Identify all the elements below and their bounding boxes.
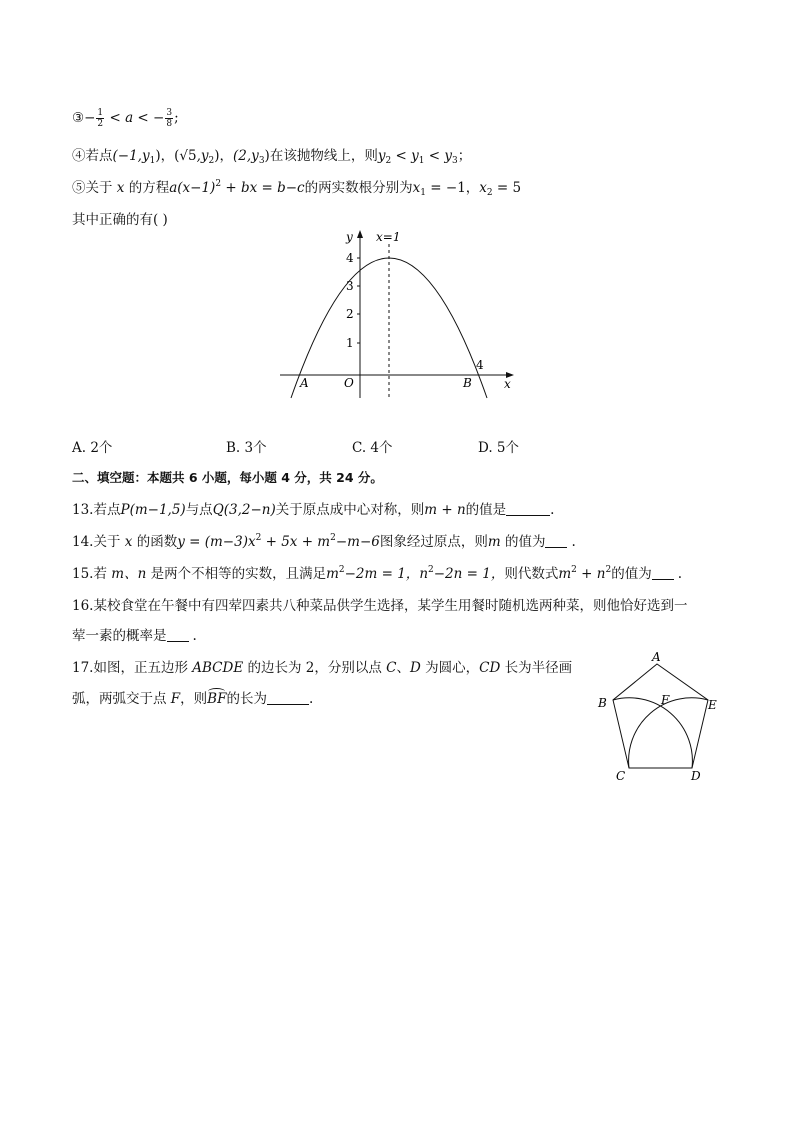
minus-sign: − [84,110,96,126]
question-text: 弧，两弧交于点 [72,691,171,707]
point-q: Q(3,2−n) [212,502,276,518]
question-text: 是两个不相等的实数，且满足 [146,566,327,582]
question-text: 若 [93,566,112,582]
answer-blank[interactable] [267,692,309,705]
option-d[interactable]: D. 5个 [478,440,520,456]
polygon-name: ABCDE [192,660,244,676]
answer-blank[interactable] [167,629,189,642]
superscript: 2 [215,179,222,189]
variable-a: a [125,110,134,126]
paren: ) [155,148,161,164]
question-15 [72,562,682,582]
period: . [550,502,555,518]
variable-m: m [487,534,501,550]
question-text: 17.如图，正五边形 [72,660,193,676]
fraction-one-half [96,108,104,129]
point-b-label: B [463,376,472,390]
question-14 [72,530,576,550]
question-text: 图象经过原点，则 [379,534,488,550]
answer-blank[interactable] [545,535,567,548]
separator: ， [160,148,175,164]
question-16-line-2 [72,624,197,644]
function-part: −m−6 [335,534,380,550]
less-than-minus: < − [133,110,165,126]
pentagon-figure [590,646,740,788]
section-heading: 二、填空题：本题共 6 小题，每小题 4 分，共 24 分。 [72,470,383,485]
question-17-line-2 [72,687,313,707]
root-value: = 5 [492,180,522,196]
segment-cd: CD [479,660,501,676]
statement-text: 的方程 [124,180,170,196]
point-d: D [410,660,421,676]
question-text: 的值为 [500,534,546,550]
root-var: x [479,180,487,196]
function-part: + 5x + m [261,534,331,550]
question-text: 关于 [93,534,125,550]
y-var: < y [424,148,452,164]
question-text: 的值是 [465,502,507,518]
subscript: 2 [208,156,215,166]
statement-text: ⑤关于 [72,180,117,196]
point-c: C [386,660,397,676]
point-2: ,y [196,148,209,164]
symmetry-label: x=1 [376,230,401,244]
question-number: 15. [72,566,94,582]
subscript: 1 [420,188,426,198]
statement-text: 在该抛物线上，则 [269,148,378,164]
vertex-b-label: B [598,696,607,710]
x-label: x [504,377,511,391]
subscript: 2 [486,188,493,198]
subscript: 1 [418,156,425,166]
question-17-line-1 [72,656,572,676]
expression-part: m [558,566,572,582]
equation-part: + bx = b−c [221,180,305,196]
question-16-line-1: 16.某校食堂在午餐中有四荤四素共八种菜品供学生选择，某学生用餐时随机选两种菜，则他恰好选到一 [72,598,688,614]
superscript: 2 [571,565,577,575]
period: . [571,534,576,550]
y-axis-arrow [357,230,363,238]
semicolon: ; [174,110,179,126]
origin-label: O [344,376,354,390]
equation-part: −2n = 1， [433,566,505,582]
option-c[interactable]: C. 4个 [352,440,393,456]
question-text: 长为半径画 [500,660,573,676]
fraction-three-eighths [165,108,173,129]
y-var: < y [391,148,419,164]
equation-part: m [326,566,339,582]
variables-mn: m、n [111,566,147,582]
fraction-numerator: 3 [166,108,173,118]
y-var: y [377,148,386,164]
vertex-d-label: D [691,769,701,783]
option-b[interactable]: B. 3个 [226,440,267,456]
arc-from-d [629,698,708,768]
paren: ) [264,148,270,164]
point-3: (2,y [233,148,259,164]
root-var: x [412,180,421,196]
pentagon-outline [613,664,708,768]
superscript: 2 [338,565,345,575]
arc-from-c [613,698,692,768]
equation-part: a(x−1) [169,180,216,196]
statement-4 [72,144,471,166]
question-prompt: 其中正确的有( ) [72,212,168,228]
subscript: 2 [385,156,392,166]
question-text: 的边长为 2，分别以点 [243,660,387,676]
statement-text: 的两实数根分别为 [304,180,413,196]
expression: m + n [424,502,466,518]
question-text: 的长为 [226,691,267,707]
period: . [677,566,683,582]
question-text: 若点 [93,502,121,518]
point-1: (−1,y [112,148,150,164]
statement-marker: ③ [72,110,85,126]
statement-3 [72,108,179,129]
superscript: 2 [255,533,262,543]
question-text: 为圆心， [420,660,480,676]
separator: ， [219,148,234,164]
question-13 [72,498,554,518]
question-number: 13. [72,502,94,518]
fraction-denominator: 8 [166,119,173,129]
expression-part: + n [576,566,606,582]
fraction-numerator: 1 [97,108,104,118]
paren: ) [214,148,220,164]
subscript: 1 [149,156,156,166]
function-part: y = (m−3)x [177,534,256,550]
y-tick-label-1: 1 [346,336,354,350]
separator: 、 [396,660,411,676]
parabola-graph [270,226,530,406]
period: . [192,628,197,644]
sqrt-five: √5 [179,148,197,164]
period: . [308,691,314,707]
answer-blank[interactable] [506,503,550,516]
y-label: y [346,230,353,244]
subscript: 3 [258,156,265,166]
question-text: 的值为 [611,566,652,582]
question-text: 的函数 [132,534,178,550]
point-p: P(m−1,5) [120,502,186,518]
arc-bf: BF [207,691,227,707]
option-a[interactable]: A. 2个 [72,440,113,456]
root-value-label: 4 [476,358,484,372]
question-text: 则代数式 [504,566,559,582]
superscript: 2 [330,533,336,543]
subscript: 3 [452,156,458,166]
question-text: 关于原点成中心对称，则 [275,502,425,518]
superscript: 2 [605,565,612,575]
root-value: = −1， [425,180,480,196]
y-tick-label-3: 3 [346,279,354,293]
y-tick-label-4: 4 [346,251,354,265]
vertex-a-label: A [652,650,661,664]
superscript: 2 [428,565,434,575]
semicolon: ； [457,148,472,164]
question-text: ，则 [180,691,208,707]
less-than: < [105,110,126,126]
question-text: 与点 [185,502,213,518]
statement-text: ④若点 [72,148,113,164]
variable-x: x [124,534,133,550]
paren: ( [174,148,180,164]
point-a-label: A [300,376,309,390]
variable-x: x [116,180,125,196]
equation-part: −2m = 1， [344,566,420,582]
question-number: 14. [72,534,94,550]
point-f: F [170,691,181,707]
question-text: 荤一素的概率是 [72,628,167,644]
vertex-c-label: C [616,769,626,783]
y-tick-label-2: 2 [346,307,354,321]
equation-part: n [419,566,429,582]
point-f-label: F [661,693,670,707]
vertex-e-label: E [708,698,717,712]
answer-blank[interactable] [652,567,674,580]
fraction-denominator: 2 [97,119,104,129]
statement-5 [72,176,521,198]
